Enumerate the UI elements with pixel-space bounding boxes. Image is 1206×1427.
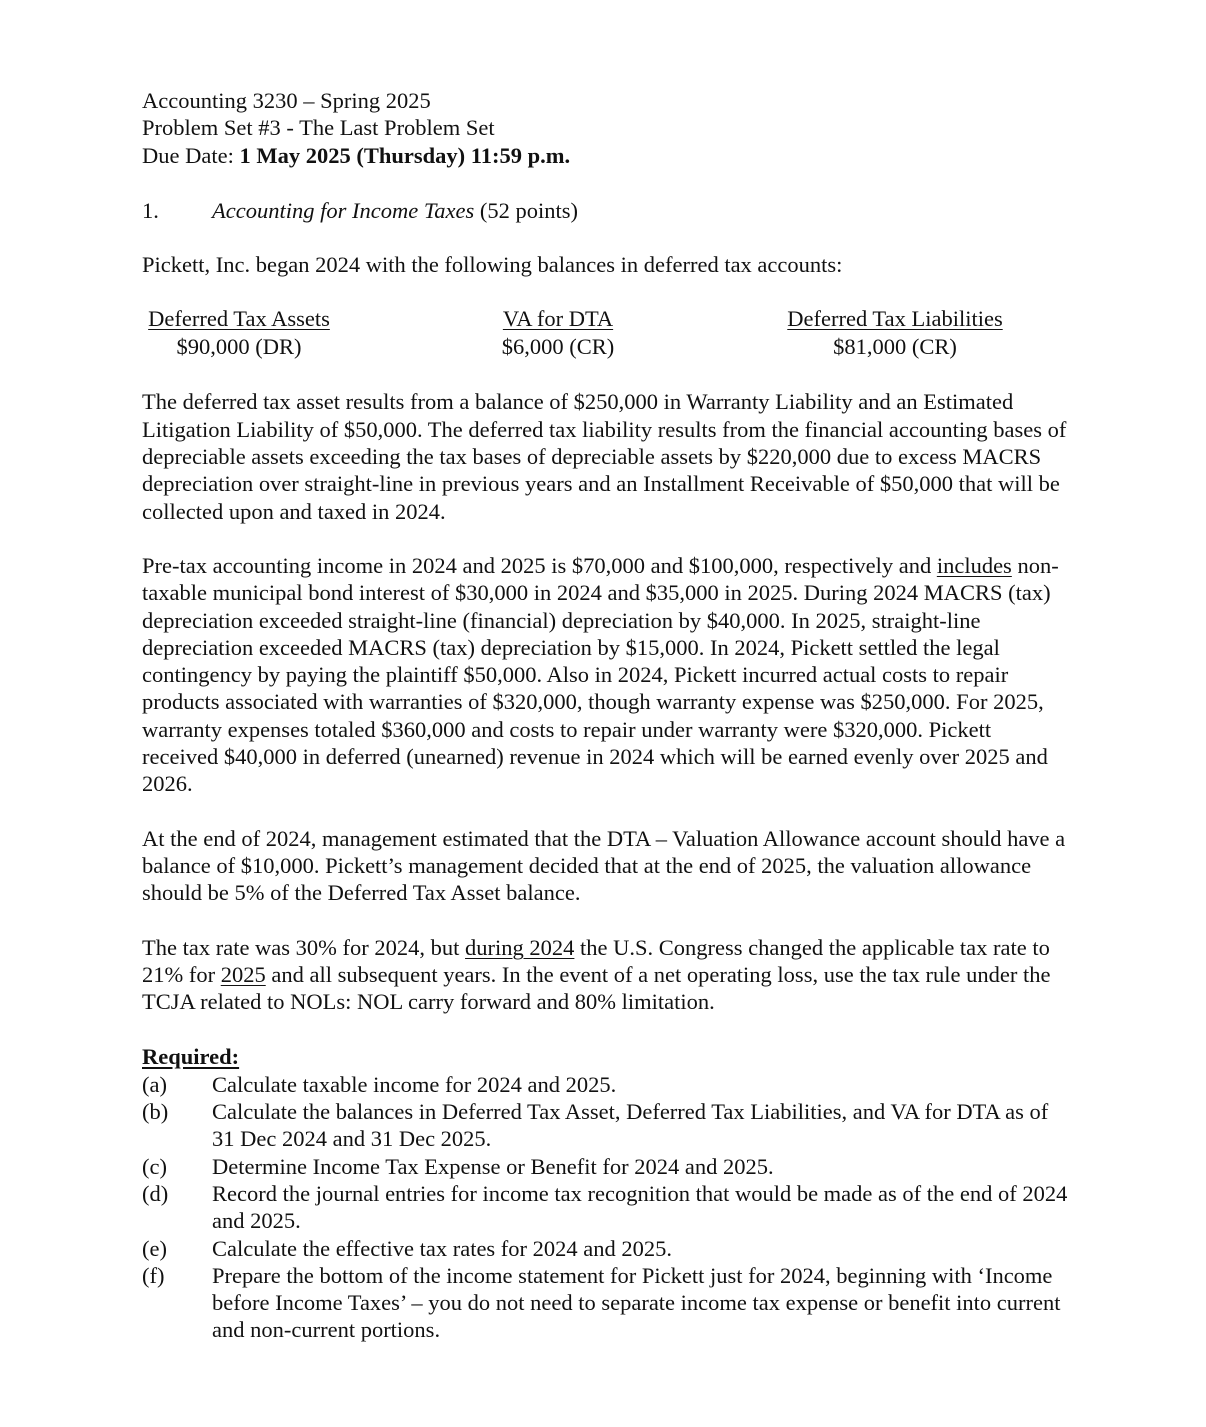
required-item-c (142, 1153, 1072, 1180)
due-date-label: Due Date: (142, 142, 240, 168)
required-text: Calculate the effective tax rates for 2024 and 2025. (212, 1235, 673, 1261)
due-date-value: 1 May 2025 (Thursday) 11:59 p.m. (239, 142, 571, 168)
paragraph-income-details (142, 552, 1072, 798)
text-span: Pre-tax accounting income in 2024 and 2025 is $70,000 and $100,000, respectively and (142, 552, 937, 578)
required-item-f (142, 1262, 1072, 1344)
intro-text: Pickett, Inc. began 2024 with the following balances in deferred tax accounts: (142, 252, 843, 278)
underlined-text: includes (936, 552, 1012, 578)
required-letter: (d) (142, 1180, 169, 1206)
balance-value: $6,000 (CR) (501, 333, 615, 359)
balance-dtl (780, 305, 1010, 360)
balance-dta (142, 305, 336, 360)
text-span: non-taxable municipal bond interest of $30,000 in 2024 and $35,000 in 2025. During 2024 MACRS (tax) depreciation exceeded straight-line (financial) depreciation by $40,000. In 2025, straight-line depreciation exceeded MACRS (tax) depreciation by $15,000. In 2024, Pickett settled the legal contingency by paying the plaintiff $50,000. Also in 2024, Pickett incurred actual costs to repair products associated with warranties of $320,000, though warranty expense was $250,000. For 2025, warranty expenses totaled $360,000 and costs to repair under warranty were $320,000. Pickett received $40,000 in deferred (unearned) revenue in 2024 which will be earned evenly over 2025 and 2026. (142, 552, 1059, 797)
required-item-a (142, 1071, 1072, 1098)
course-title: Accounting 3230 – Spring 2025 (142, 88, 431, 113)
question-number: 1. (142, 197, 159, 223)
paragraph-valuation-allowance (142, 825, 1072, 907)
required-text: Calculate the balances in Deferred Tax Asset, Deferred Tax Liabilities, and VA for DTA as of 31 Dec 2024 and 31 Dec 2025. (212, 1099, 1049, 1152)
required-list (142, 1071, 1072, 1344)
underlined-text: 2025 (220, 961, 266, 987)
text-span: and all subsequent years. In the event of a net operating loss, use the tax rule under the TCJA related to NOLs: NOL carry forward and 80% limitation. (142, 961, 1051, 1015)
required-letter: (b) (142, 1099, 169, 1125)
required-text: Prepare the bottom of the income statement for Pickett just for 2024, beginning with ‘Income before Income Taxes’ – you do not need to separate income tax expense or benefit into current and non-current portions. (212, 1262, 1061, 1343)
required-text: Calculate taxable income for 2024 and 2025. (212, 1071, 617, 1097)
paragraph-tax-rate (142, 934, 1072, 1016)
paragraph-text: The deferred tax asset results from a balance of $250,000 in Warranty Liability and an Estimated Litigation Liability of $50,000. The deferred tax liability results from the financial accounting bases of depreciable assets exceeding the tax bases of depreciable assets by $220,000 due to excess MACRS depreciation over straight-line in previous years and an Installment Receivable of $50,000 that will be collected upon and taxed in 2024. (142, 389, 1067, 524)
required-item-d (142, 1180, 1072, 1235)
text-span: the U.S. Congress changed the applicable tax rate to 21% for (142, 934, 1050, 987)
required-letter: (a) (142, 1071, 167, 1097)
paragraph-text: At the end of 2024, management estimated that the DTA – Valuation Allowance account should have a balance of $10,000. Pickett’s management decided that at the end of 2025, the valuation allowance should be 5% of the Deferred Tax Asset balance. (142, 825, 1066, 906)
balance-label: Deferred Tax Liabilities (787, 306, 1003, 332)
required-heading: Required: (142, 1044, 240, 1070)
required-item-e (142, 1235, 1072, 1262)
required-item-b (142, 1098, 1072, 1153)
required-letter: (f) (142, 1262, 165, 1288)
document-header (142, 87, 1072, 169)
problem-set-title: Problem Set #3 - The Last Problem Set (142, 115, 495, 141)
required-text: Determine Income Tax Expense or Benefit for 2024 and 2025. (212, 1153, 774, 1179)
required-section (142, 1043, 1072, 1343)
underlined-text: during 2024 (465, 934, 575, 960)
balance-value: $81,000 (CR) (833, 333, 957, 359)
paragraph-deferred-sources (142, 388, 1072, 524)
beginning-balances (142, 305, 1072, 361)
required-text: Record the journal entries for income tax recognition that would be made as of the end of 2024 and 2025. (212, 1180, 1068, 1234)
question-topic: Accounting for Income Taxes (212, 197, 475, 223)
due-date (142, 142, 1072, 169)
question-title (142, 197, 1072, 224)
required-letter: (c) (142, 1153, 167, 1179)
required-letter: (e) (142, 1235, 167, 1261)
text-span: The tax rate was 30% for 2024, but (142, 934, 466, 960)
paragraph-text (142, 934, 1072, 1016)
balance-value: $90,000 (DR) (176, 333, 302, 359)
document-page (142, 87, 1072, 1344)
question-points: (52 points) (474, 197, 578, 223)
balance-va (496, 305, 620, 360)
balance-label: Deferred Tax Assets (148, 306, 330, 332)
paragraph-text (142, 552, 1072, 798)
balance-label: VA for DTA (502, 306, 614, 332)
